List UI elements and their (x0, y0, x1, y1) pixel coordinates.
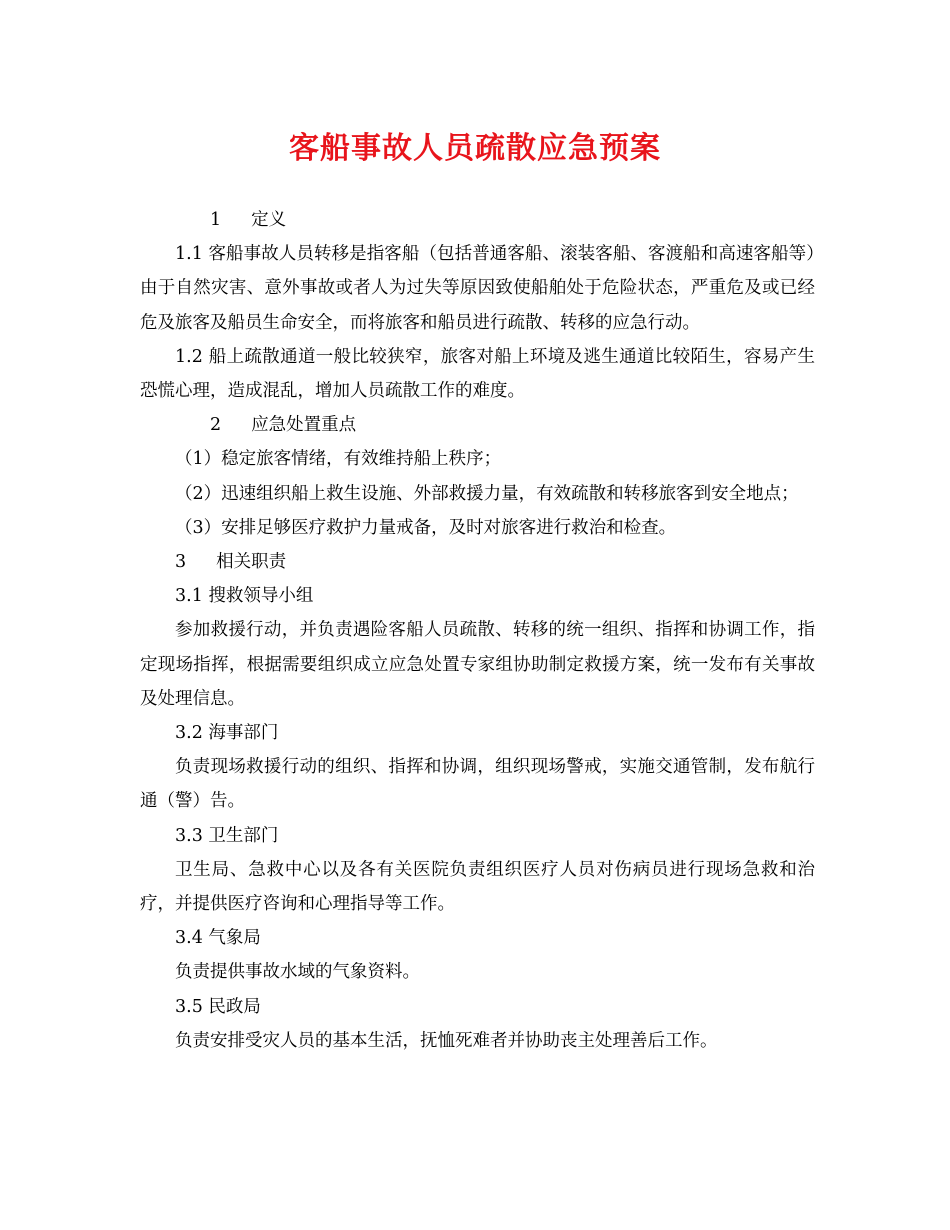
list-item: （1）稳定旅客情绪，有效维持船上秩序； (175, 449, 502, 470)
section-heading-text: 相关职责 (216, 552, 287, 573)
paragraph: 1.1 客船事故人员转移是指客船（包括普通客船、滚装客船、客渡船和高速客船等）由于自然灾害、意外事故或者人为过失等原因致使船舶处于危险状态，严重危及或已经危及旅客及船员生命安全，而将旅客和船员进行疏散、转移的应急行动。 (140, 244, 815, 333)
paragraph: 负责安排受灾人员的基本生活，抚恤死难者并协助丧主处理善后工作。 (175, 1030, 718, 1051)
section-number: 2 (210, 415, 222, 436)
list-item: （3）安排足够医疗救护力量戒备，及时对旅客进行救治和检查。 (175, 517, 677, 538)
paragraph: 参加救援行动，并负责遇险客船人员疏散、转移的统一组织、指挥和协调工作，指定现场指挥，根据需要组织成立应急处置专家组协助制定救援方案，统一发布有关事故及处理信息。 (140, 620, 815, 709)
list-item: （2）迅速组织船上救生设施、外部救援力量，有效疏散和转移旅客到安全地点； (175, 483, 799, 504)
document-title: 客船事故人员疏散应急预案 (289, 131, 661, 166)
section-heading (140, 203, 815, 237)
paragraph: 负责提供事故水域的气象资料。 (175, 962, 420, 983)
section-heading (140, 545, 815, 579)
subsection-heading: 3.3 卫生部门 (175, 825, 279, 846)
subsection-heading: 3.5 民政局 (175, 996, 261, 1017)
subsection-heading: 3.1 搜救领导小组 (175, 586, 314, 607)
section-heading-text: 应急处置重点 (251, 415, 357, 436)
document-body (140, 203, 815, 1058)
subsection-heading: 3.2 海事部门 (175, 723, 279, 744)
section-number: 1 (210, 210, 222, 230)
section-number: 3 (175, 552, 187, 573)
paragraph: 负责现场救援行动的组织、指挥和协调，组织现场警戒，实施交通管制，发布航行通（警）告。 (140, 757, 815, 812)
paragraph: 卫生局、急救中心以及各有关医院负责组织医疗人员对伤病员进行现场急救和治疗，并提供医疗咨询和心理指导等工作。 (140, 859, 815, 915)
section-heading (140, 408, 815, 442)
subsection-heading: 3.4 气象局 (175, 928, 261, 949)
section-heading-text: 定义 (251, 210, 287, 230)
paragraph: 1.2 船上疏散通道一般比较狭窄，旅客对船上环境及逃生通道比较陌生，容易产生恐慌心理，造成混乱，增加人员疏散工作的难度。 (140, 346, 815, 402)
